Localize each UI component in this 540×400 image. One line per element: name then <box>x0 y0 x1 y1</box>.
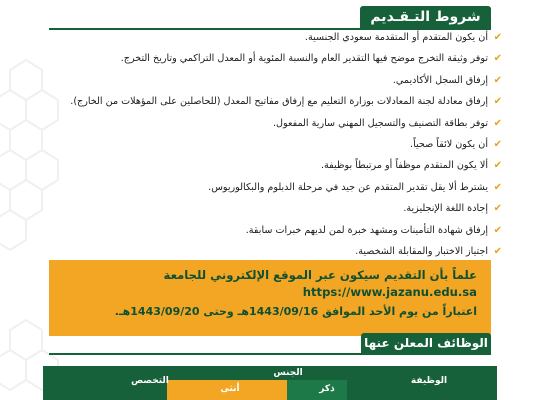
term-text: إرفاق السجل الأكاديمي. <box>392 74 488 86</box>
column-header-female: أنثى <box>220 384 240 394</box>
terms-title-underline <box>49 28 491 30</box>
column-header-gender: الجنس <box>273 368 303 378</box>
list-item <box>66 224 502 238</box>
check-icon: ✔ <box>493 138 502 150</box>
list-item <box>66 245 502 259</box>
column-header-specialization: التخصص <box>131 376 169 386</box>
term-text: إرفاق معادلة لجنة المعادلات بوزارة التعليم مع إرفاق مفاتيح المعدل (للحاصلين على المؤهلات من الخارج). <box>70 96 488 108</box>
list-item <box>66 202 502 216</box>
jobs-table-header <box>43 366 497 400</box>
column-header-male: ذكر <box>319 384 335 394</box>
term-text: يشترط ألا يقل تقدير المتقدم عن جيد في مرحلة الدبلوم والبكالوريوس. <box>208 181 488 193</box>
jobs-title: الوظائف المعلن عنها <box>361 333 491 353</box>
list-item <box>66 181 502 195</box>
list-item <box>66 74 502 88</box>
check-icon: ✔ <box>493 245 502 257</box>
column-header-job: الوظيفة <box>410 376 448 386</box>
website-link[interactable]: https://www.jazanu.edu.sa <box>302 285 477 299</box>
jobs-title-underline <box>49 353 491 355</box>
check-icon: ✔ <box>493 53 502 65</box>
list-item <box>66 117 502 131</box>
term-text: أن يكون لائقاً صحياً. <box>410 138 488 150</box>
application-dates: اعتباراً من يوم الأحد الموافق 1443/09/16هـ وحتى 1443/09/20هـ. <box>114 305 477 318</box>
check-icon: ✔ <box>493 117 502 129</box>
check-icon: ✔ <box>493 96 502 108</box>
list-item <box>66 95 502 109</box>
term-text: أن يكون المتقدم أو المتقدمة سعودي الجنسية. <box>304 32 488 43</box>
check-icon: ✔ <box>493 203 502 215</box>
term-text: إرفاق شهادة التأمينات ومشهد خبرة لمن لديهم خبرات سابقة. <box>245 224 488 236</box>
term-text: اجتياز الاختبار والمقابلة الشخصية. <box>355 245 488 257</box>
list-item <box>66 159 502 173</box>
term-text: توفر بطاقة التصنيف والتسجيل المهني سارية المفعول. <box>273 117 488 129</box>
terms-title: شروط التـقـديم <box>360 6 491 28</box>
check-icon: ✔ <box>493 181 502 193</box>
check-icon: ✔ <box>493 32 502 43</box>
notice-text: علماً بأن التقديم سيكون عبر الموقع الإلكتروني للجامعة <box>163 268 477 282</box>
check-icon: ✔ <box>493 160 502 172</box>
application-notice-banner <box>49 260 491 336</box>
term-text: إجادة اللغة الإنجليزية. <box>403 203 488 215</box>
check-icon: ✔ <box>493 74 502 86</box>
hex-pattern-decoration <box>0 0 70 400</box>
terms-list <box>66 31 502 266</box>
term-text: ألا يكون المتقدم موظفاً أو مرتبطاً بوظيفة. <box>320 160 488 172</box>
list-item <box>66 31 502 45</box>
list-item <box>66 52 502 66</box>
list-item <box>66 138 502 152</box>
term-text: توفر وثيقة التخرج موضح فيها التقدير العام والنسبة المئوية أو المعدل التراكمي وتاريخ التخرج. <box>120 53 488 65</box>
check-icon: ✔ <box>493 224 502 236</box>
